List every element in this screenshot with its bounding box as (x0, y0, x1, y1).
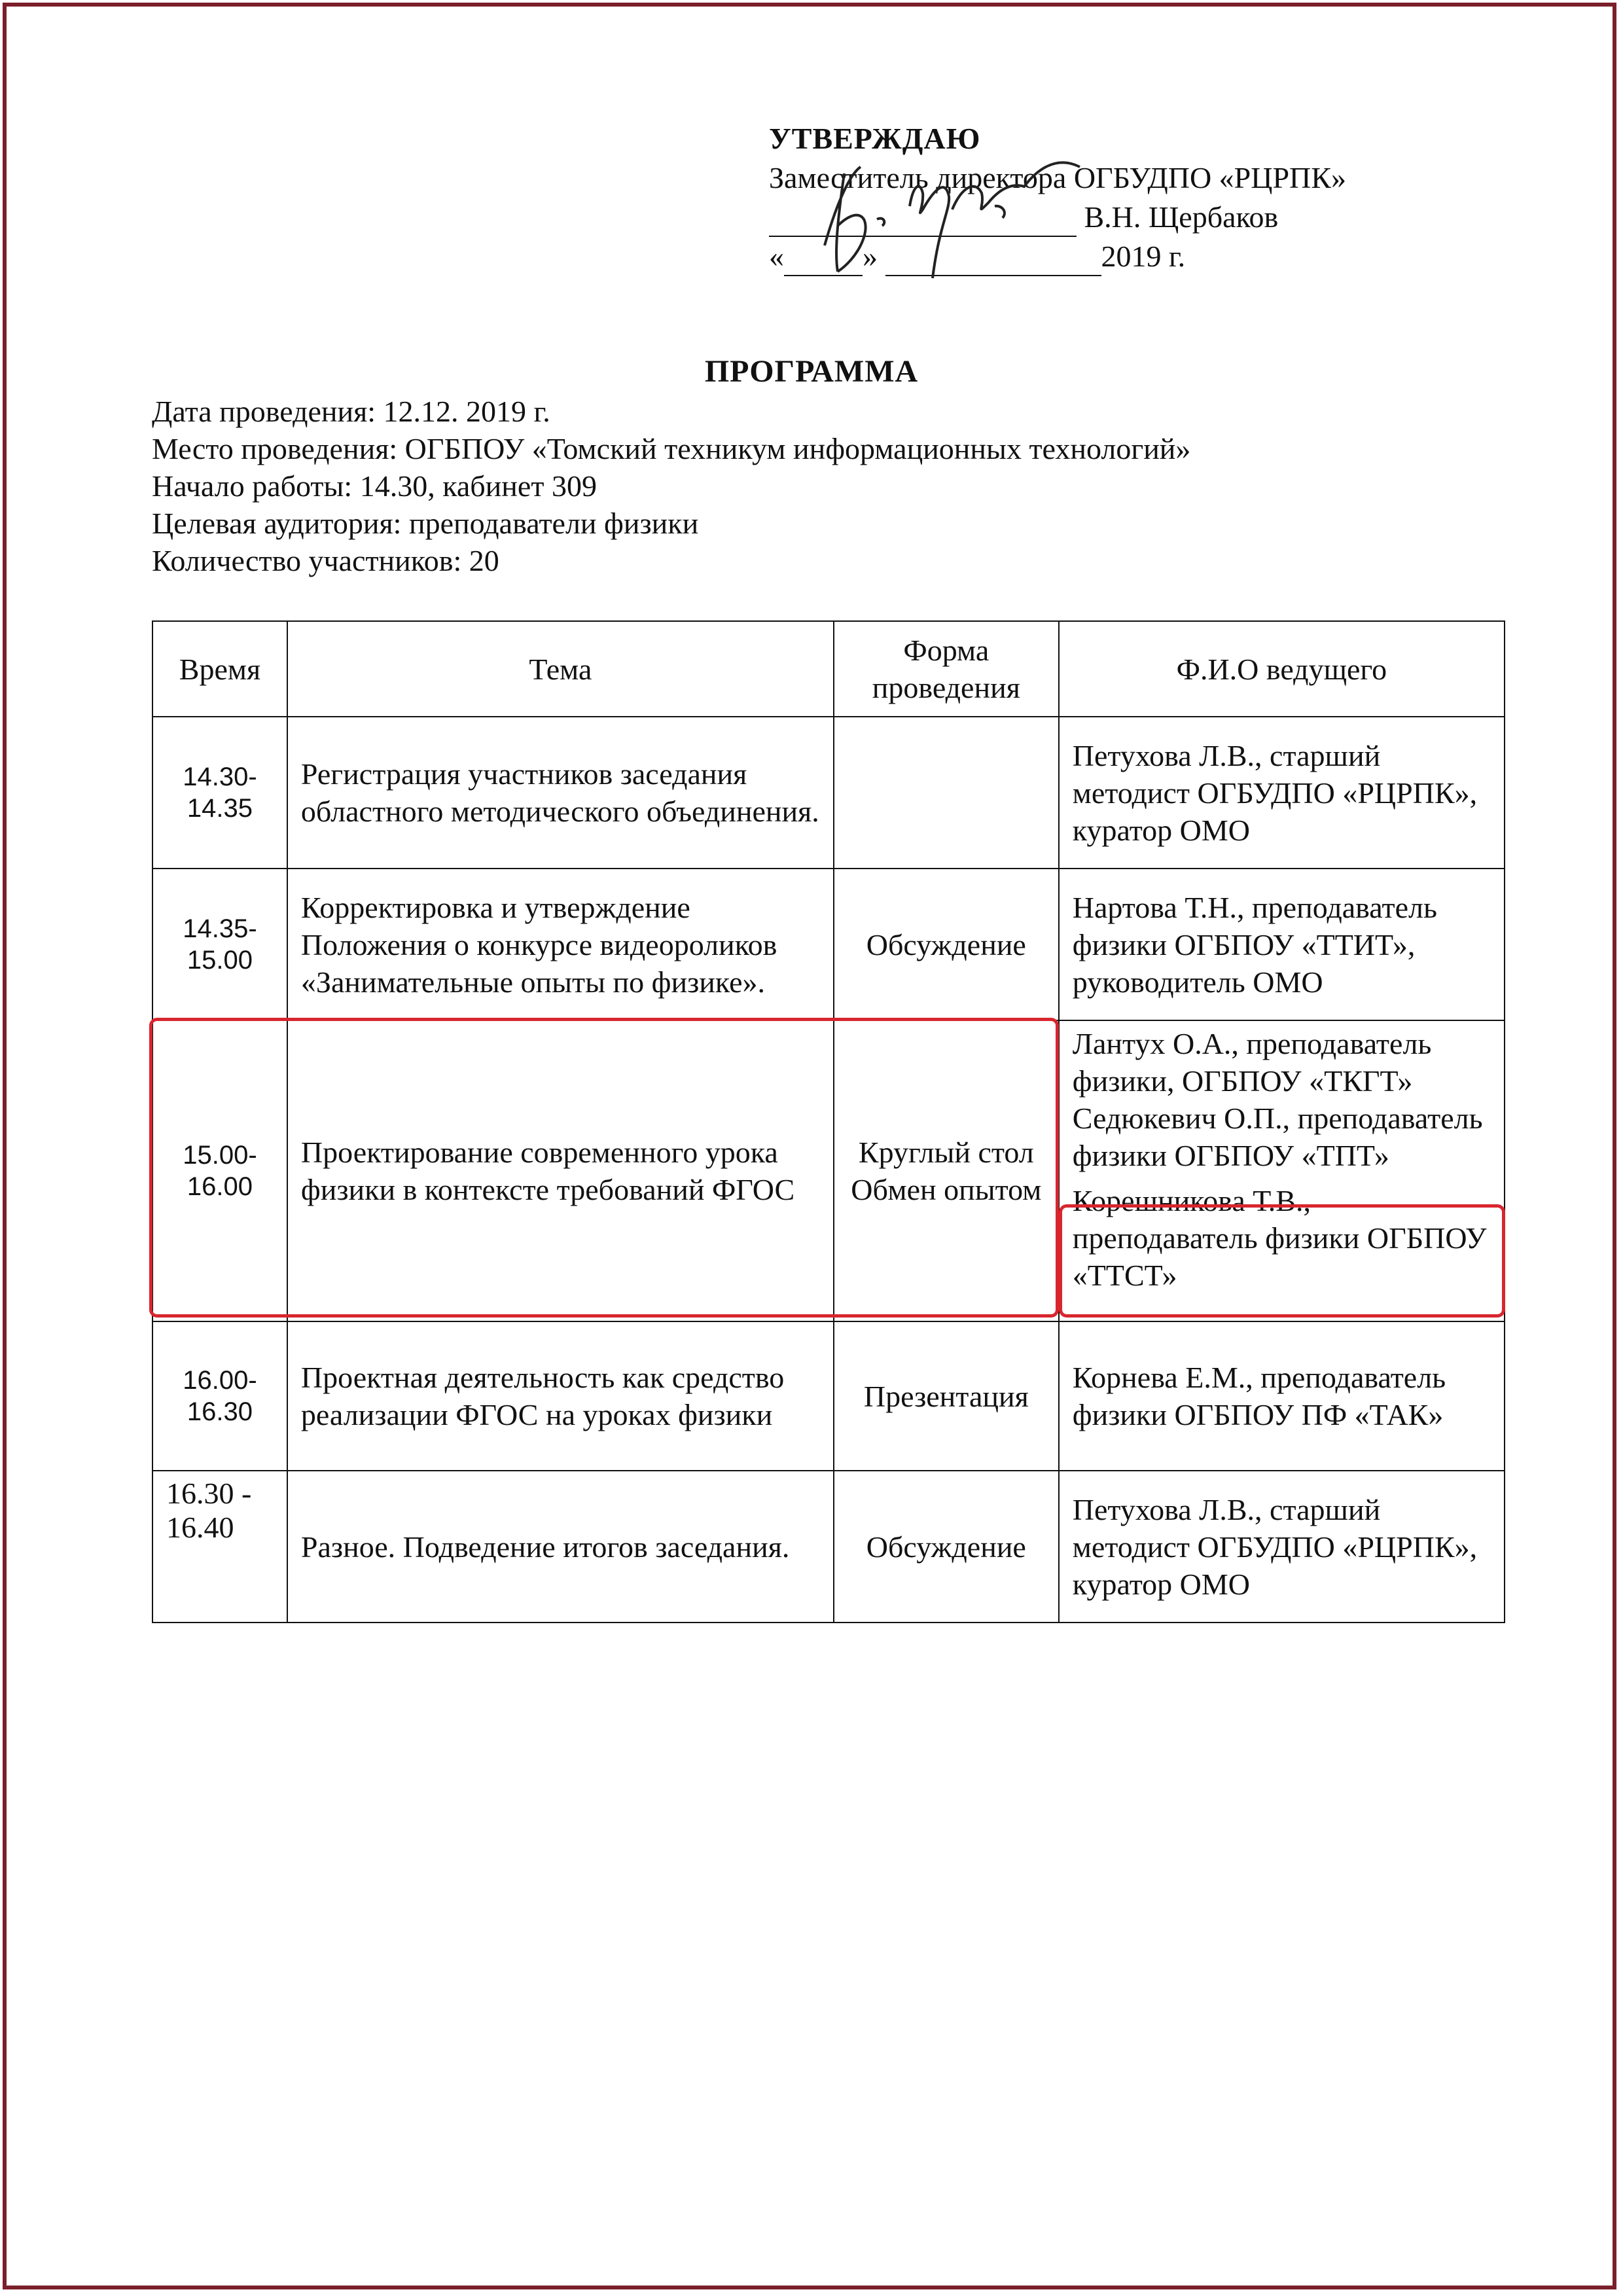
row-theme: Проектная деятельность как средство реализации ФГОС на уроках физики (287, 1321, 834, 1471)
info-date: Дата проведения: 12.12. 2019 г. (152, 395, 550, 428)
approval-name: В.Н. Щербаков (1084, 200, 1279, 234)
row-time: 16.00- 16.30 (152, 1321, 287, 1471)
header-lead: Ф.И.О ведущего (1059, 621, 1505, 717)
handwritten-signature (798, 147, 1086, 285)
row-theme: Регистрация участников заседания областного методического объединения. (287, 717, 834, 869)
row-form: Обсуждение (834, 1471, 1059, 1623)
document-title: ПРОГРАММА (704, 354, 919, 389)
table-row (152, 717, 1505, 869)
header-form: Форма проведения (834, 621, 1059, 717)
row-lead: Корнева Е.М., преподаватель физики ОГБПОУ ПФ «ТАК» (1059, 1321, 1505, 1471)
event-info (152, 393, 1190, 579)
row-lead-extra: Корешникова Т.В., преподаватель физики ОГБПОУ «ТТСТ» (1072, 1184, 1487, 1292)
row-lead: Нартова Т.Н., преподаватель физики ОГБПОУ «ТТИТ», руководитель ОМО (1059, 869, 1505, 1020)
row-form (834, 717, 1059, 869)
row-form: Круглый стол Обмен опытом (834, 1020, 1059, 1321)
info-participants: Количество участников: 20 (152, 544, 499, 577)
row-form: Обсуждение (834, 869, 1059, 1020)
row-lead: Петухова Л.В., старший методист ОГБУДПО «РЦРПК», куратор ОМО (1059, 1471, 1505, 1623)
row-time: 14.30- 14.35 (152, 717, 287, 869)
table-row (152, 1321, 1505, 1471)
row-theme: Корректировка и утверждение Положения о конкурсе видеороликов «Занимательные опыты по физике». (287, 869, 834, 1020)
row-lead-primary: Лантух О.А., преподаватель физики, ОГБПОУ «ТКГТ» Седюкевич О.П., преподаватель физики ОГБПОУ «ТПТ» (1072, 1027, 1483, 1172)
table-header-row (152, 621, 1505, 717)
approval-year: 2019 г. (1101, 240, 1186, 273)
highlight-row-box (149, 1018, 1059, 1318)
approval-date-line: « » 2019 г. (769, 237, 1346, 276)
highlight-lead-box (1059, 1204, 1505, 1318)
table-row (152, 1471, 1505, 1623)
info-place: Место проведения: ОГБПОУ «Томский техникум информационных технологий» (152, 432, 1191, 465)
row-theme: Проектирование современного урока физики в контексте требований ФГОС (287, 1020, 834, 1321)
header-theme: Тема (287, 621, 834, 717)
approval-heading: УТВЕРЖДАЮ (769, 122, 981, 155)
approval-position: Заместитель директора ОГБУДПО «РЦРПК» (769, 161, 1346, 194)
header-time: Время (152, 621, 287, 717)
row-time: 14.35- 15.00 (152, 869, 287, 1020)
row-lead: Петухова Л.В., старший методист ОГБУДПО «РЦРПК», куратор ОМО (1059, 717, 1505, 869)
row-form: Презентация (834, 1321, 1059, 1471)
row-theme: Разное. Подведение итогов заседания. (287, 1471, 834, 1623)
row-time: 16.30 - 16.40 (152, 1471, 287, 1623)
row-time: 15.00- 16.00 (152, 1020, 287, 1321)
info-start: Начало работы: 14.30, кабинет 309 (152, 469, 597, 503)
table-row (152, 869, 1505, 1020)
info-audience: Целевая аудитория: преподаватели физики (152, 507, 699, 540)
